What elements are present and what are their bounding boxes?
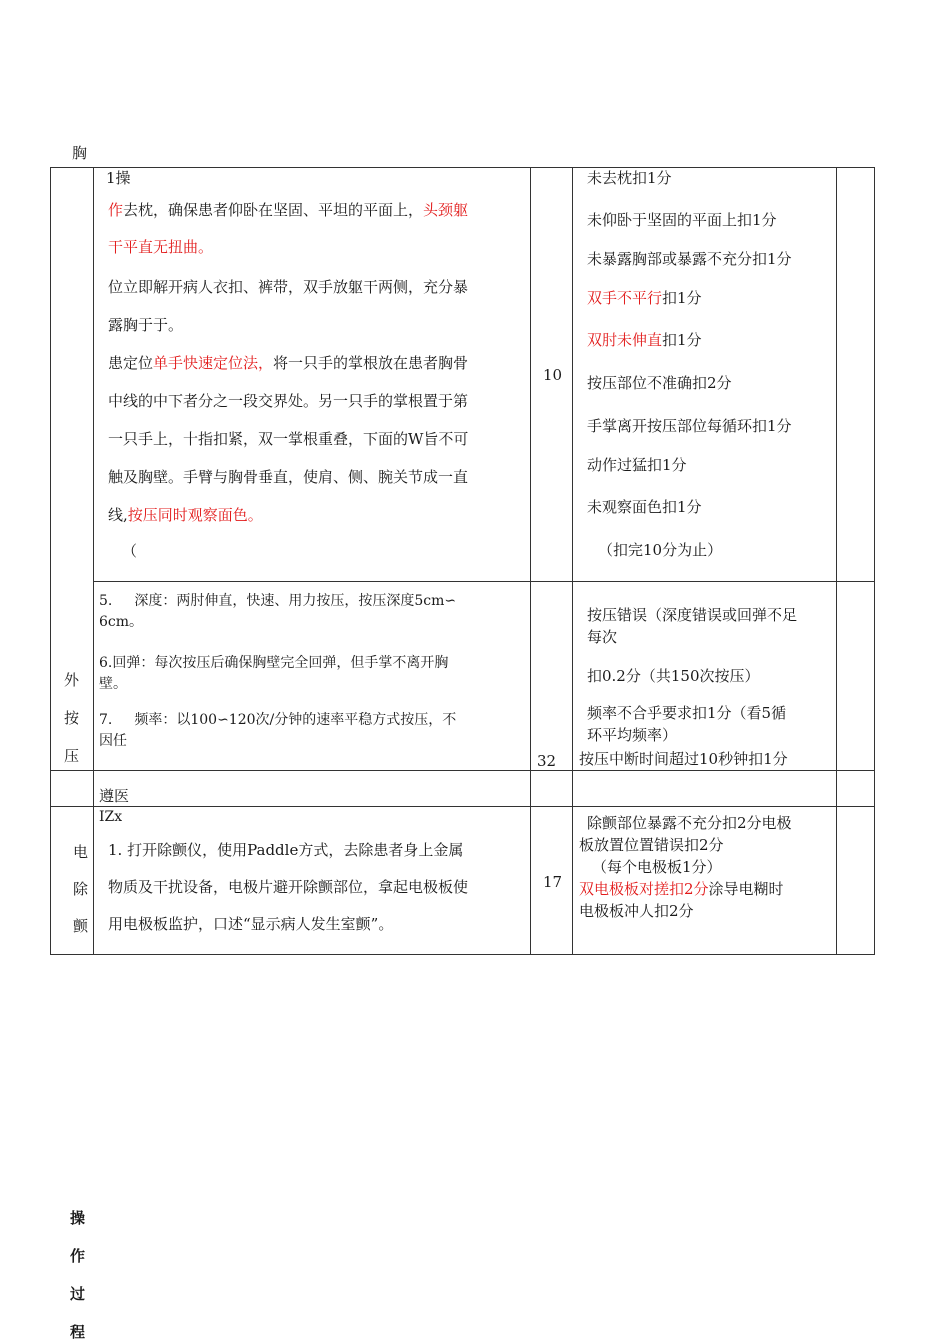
deduction-item: 未去枕扣1分 (587, 169, 672, 187)
category-char: 按 (64, 709, 80, 727)
deduction-item: （扣完10分为止） (598, 541, 723, 559)
p3-line4: 触及胸壁。手臂与胸骨垂直，使肩、侧、腕关节成一直 (108, 468, 469, 486)
p3-line5: 线,按压同时观察面色。 (108, 506, 263, 524)
deduction-item: 按压部位不准确扣2分 (587, 374, 732, 392)
p3-line2: 中线的中下者分之一段交界处。另一只手的掌根置于第 (108, 392, 469, 410)
item5-line2: 6cm。 (99, 614, 144, 630)
p1-line2: 干平直无扭曲。 (108, 238, 214, 256)
category-char: 外 (64, 671, 80, 689)
row4-line3: 用电极板监护，口述“显示病人发生室颤”。 (108, 915, 394, 933)
category-char: 除 (73, 880, 89, 898)
deduction-item: 未暴露胸部或暴露不充分扣1分 (587, 250, 792, 268)
item7-line2: 因任 (99, 733, 127, 749)
item7-line1: 7. 频率：以100∽120次/分钟的速率平稳方式按压，不 (99, 712, 457, 728)
category-char: 压 (64, 747, 80, 765)
deduction-item: 动作过猛扣1分 (587, 456, 687, 474)
p2-line2: 露胸于于。 (108, 316, 184, 334)
step-label: 1操 (106, 169, 131, 187)
deduction-item: 未观察面色扣1分 (587, 498, 702, 516)
footer-char: 过 (70, 1285, 86, 1303)
footer-char: 操 (70, 1209, 86, 1227)
p1-line1: 作去枕，确保患者仰卧在坚固、平坦的平面上，头颈躯 (108, 201, 469, 219)
deduction-line: 双电极板对搓扣2分涂导电糊时 (579, 880, 784, 898)
row4-line2: 物质及干扰设备，电极片避开除颤部位，拿起电极板使 (108, 878, 469, 896)
deduction-item: 双肘未伸直扣1分 (587, 331, 702, 349)
deduction-line: 频率不合乎要求扣1分（看5循 (587, 704, 787, 722)
footer-char: 程 (70, 1323, 86, 1341)
deduction-line: 环平均频率） (587, 726, 678, 744)
deduction-item: 未仰卧于坚固的平面上扣1分 (587, 211, 777, 229)
category-char: 颤 (73, 917, 89, 935)
section-header-char: 胸 (72, 144, 88, 162)
deduction-line: 扣0.2分（共150次按压） (587, 667, 760, 685)
trailing-paren: （ (122, 542, 138, 560)
deduction-line: （每个电极板1分） (592, 858, 722, 876)
row1-score: 10 (543, 366, 563, 384)
row4-line1: 1. 打开除颤仪，使用Paddle方式，去除患者身上金属 (108, 841, 464, 859)
p3-line1: 患定位单手快速定位法，将一只手的掌根放在患者胸骨 (108, 354, 469, 372)
row4-prefix: IZx (99, 809, 123, 825)
deduction-line: 每次 (587, 628, 618, 646)
item6-line2: 壁。 (99, 676, 127, 692)
row2-score: 32 (537, 752, 557, 770)
deduction-line: 按压错误（深度错误或回弹不足 (587, 606, 798, 624)
footer-char: 作 (70, 1247, 86, 1265)
row3-content: 遵医 (99, 787, 130, 805)
item6-line1: 6.回弹：每次按压后确保胸壁完全回弹，但手掌不离开胸 (99, 655, 449, 671)
p2-line1: 位立即解开病人衣扣、裤带，双手放躯干两侧，充分暴 (108, 278, 469, 296)
deduction-line: 除颤部位暴露不充分扣2分电极 (587, 814, 792, 832)
deduction-line: 板放置位置错误扣2分 (579, 836, 724, 854)
deduction-line: 按压中断时间超过10秒钟扣1分 (579, 750, 788, 768)
deduction-item: 手掌离开按压部位每循环扣1分 (587, 417, 792, 435)
item5-line1: 5. 深度：两肘伸直，快速、用力按压，按压深度5cm∽ (99, 593, 457, 609)
p3-line3: 一只手上，十指扣紧，双一掌根重叠，下面的W旨不可 (108, 430, 469, 448)
row4-score: 17 (543, 873, 563, 891)
category-char: 电 (73, 843, 89, 861)
deduction-item: 双手不平行扣1分 (587, 289, 702, 307)
deduction-line: 电极板冲人扣2分 (579, 902, 694, 920)
